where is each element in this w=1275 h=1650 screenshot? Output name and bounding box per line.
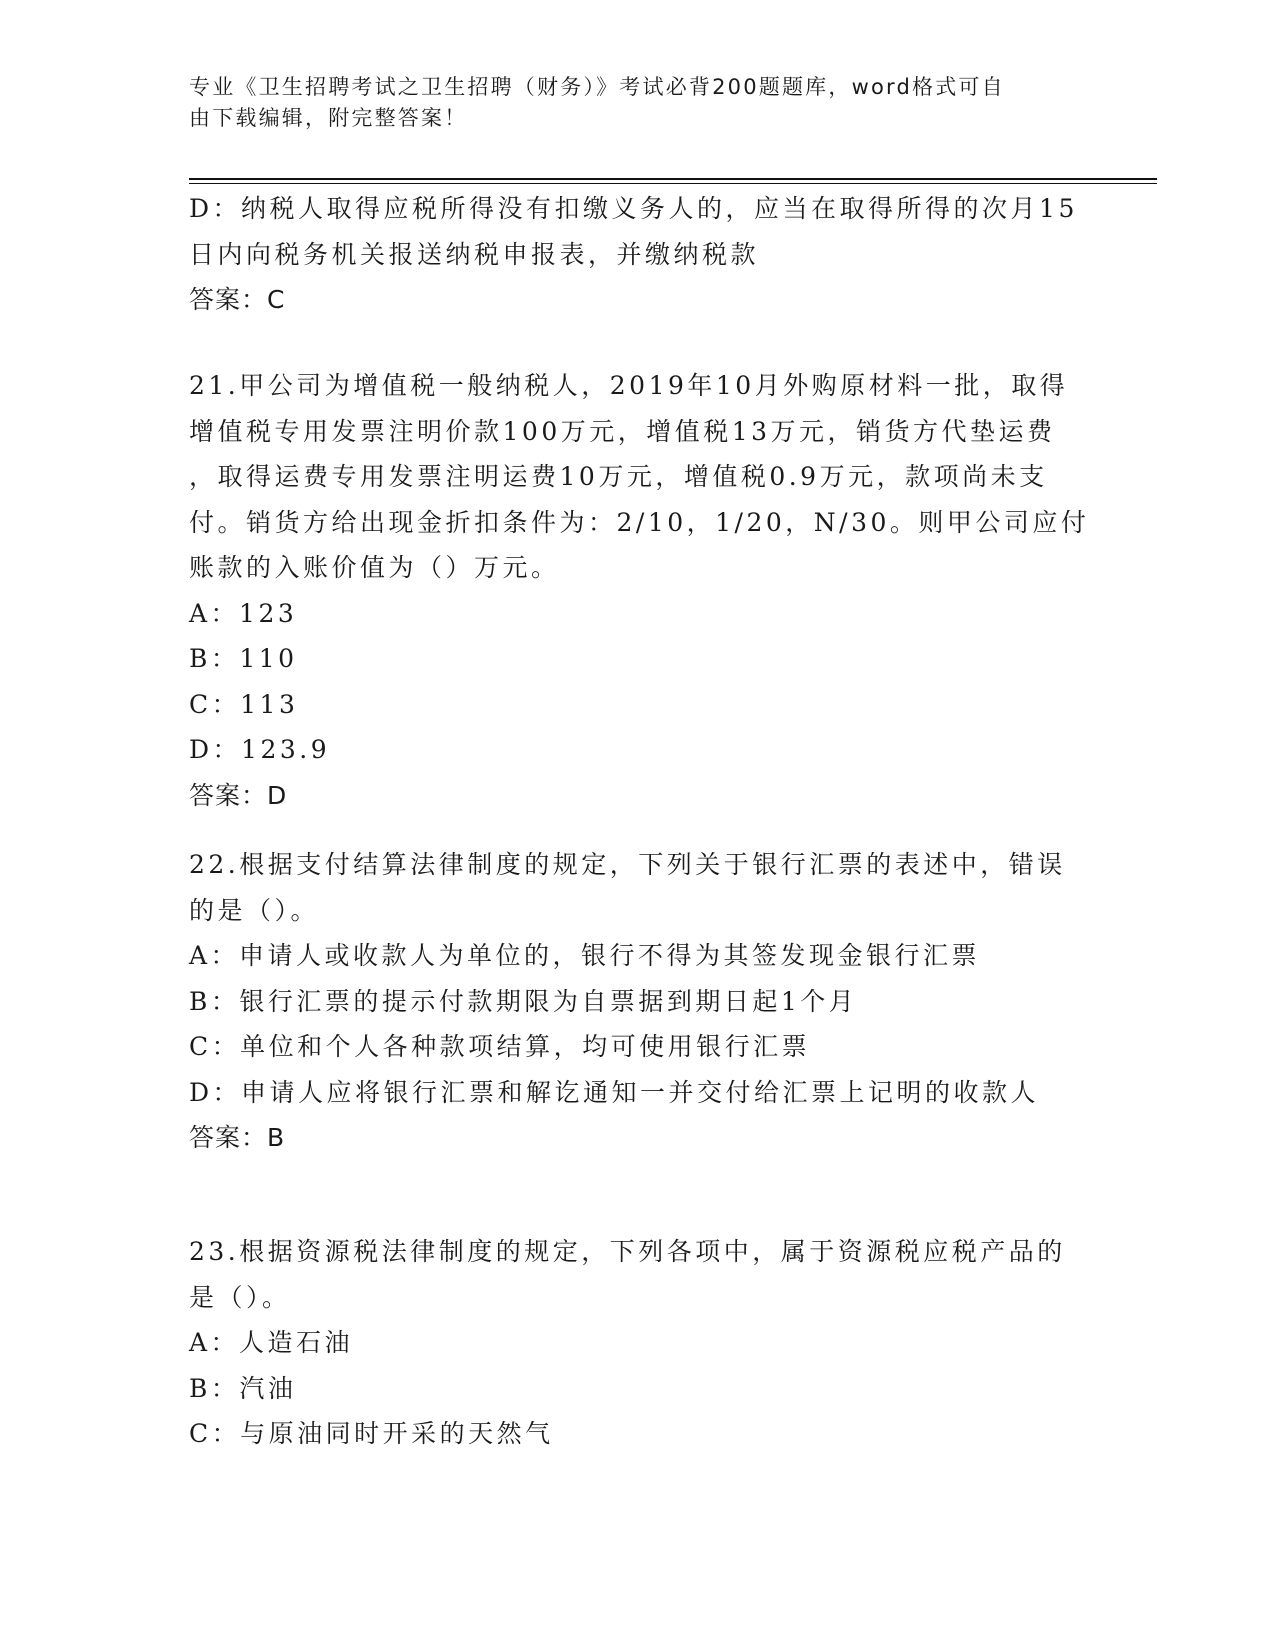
question-stem-line: 账款的入账价值为（）万元。 [189,553,560,582]
option-a: A：123 [189,598,298,628]
question-21-block [189,363,1089,818]
option-d-line: D：纳税人取得应税所得没有扣缴义务人的，应当在取得所得的次月15 [189,194,1078,223]
answer-line [189,1115,1089,1161]
document-header [189,72,1069,134]
header-divider-thick [189,178,1157,180]
answer-value: B [267,1123,285,1152]
question-stem-line: 付。销货方给出现金折扣条件为：2/10，1/20，N/30。则甲公司应付 [189,507,1090,537]
option-c: C：单位和个人各种款项结算，均可使用银行汇票 [189,1032,811,1061]
question-stem-line: 22.根据支付结算法律制度的规定，下列关于银行汇票的表述中，错误 [189,850,1066,879]
question-stem-line: 的是（）。 [189,895,320,925]
header-line: 由下载编辑，附完整答案！ [189,106,468,130]
question-stem-line: 21.甲公司为增值税一般纳税人，2019年10月外购原材料一批，取得 [189,371,1069,400]
question-22-block [189,842,1089,1161]
option-a: A：申请人或收款人为单位的，银行不得为其签发现金银行汇票 [189,941,981,970]
question-20-block [189,186,1089,323]
option-c: C：与原油同时开采的天然气 [189,1419,554,1448]
option-a: A：人造石油 [189,1328,354,1357]
option-b: B：110 [189,644,298,673]
answer-label: 答案： [189,285,268,314]
answer-line [189,277,1089,323]
answer-label: 答案： [189,780,268,810]
answer-line [189,773,1089,819]
question-stem-line: 23.根据资源税法律制度的规定，下列各项中，属于资源税应税产品的 [189,1237,1066,1266]
option-b: B：银行汇票的提示付款期限为自票据到期日起1个月 [189,986,858,1016]
question-23-block [189,1229,1089,1457]
option-b: B：汽油 [189,1373,297,1403]
answer-value: C [267,285,285,314]
option-d: D：123.9 [189,735,331,764]
option-d-line: 日内向税务机关报送纳税申报表，并缴纳税款 [189,239,760,269]
header-line: 专业《卫生招聘考试之卫生招聘（财务）》考试必背200题题库，word格式可自 [189,75,1005,99]
question-stem-line: 增值税专用发票注明价款100万元，增值税13万元，销货方代垫运费 [189,416,1056,446]
option-c: C：113 [189,689,299,719]
question-stem-line: 是（）。 [189,1282,291,1312]
option-d: D：申请人应将银行汇票和解讫通知一并交付给汇票上记明的收款人 [189,1077,1040,1107]
answer-value: D [267,780,287,810]
answer-label: 答案： [189,1123,268,1152]
question-stem-line: ，取得运费专用发票注明运费10万元，增值税0.9万元，款项尚未支 [189,462,1048,491]
header-divider-thin [189,183,1157,184]
